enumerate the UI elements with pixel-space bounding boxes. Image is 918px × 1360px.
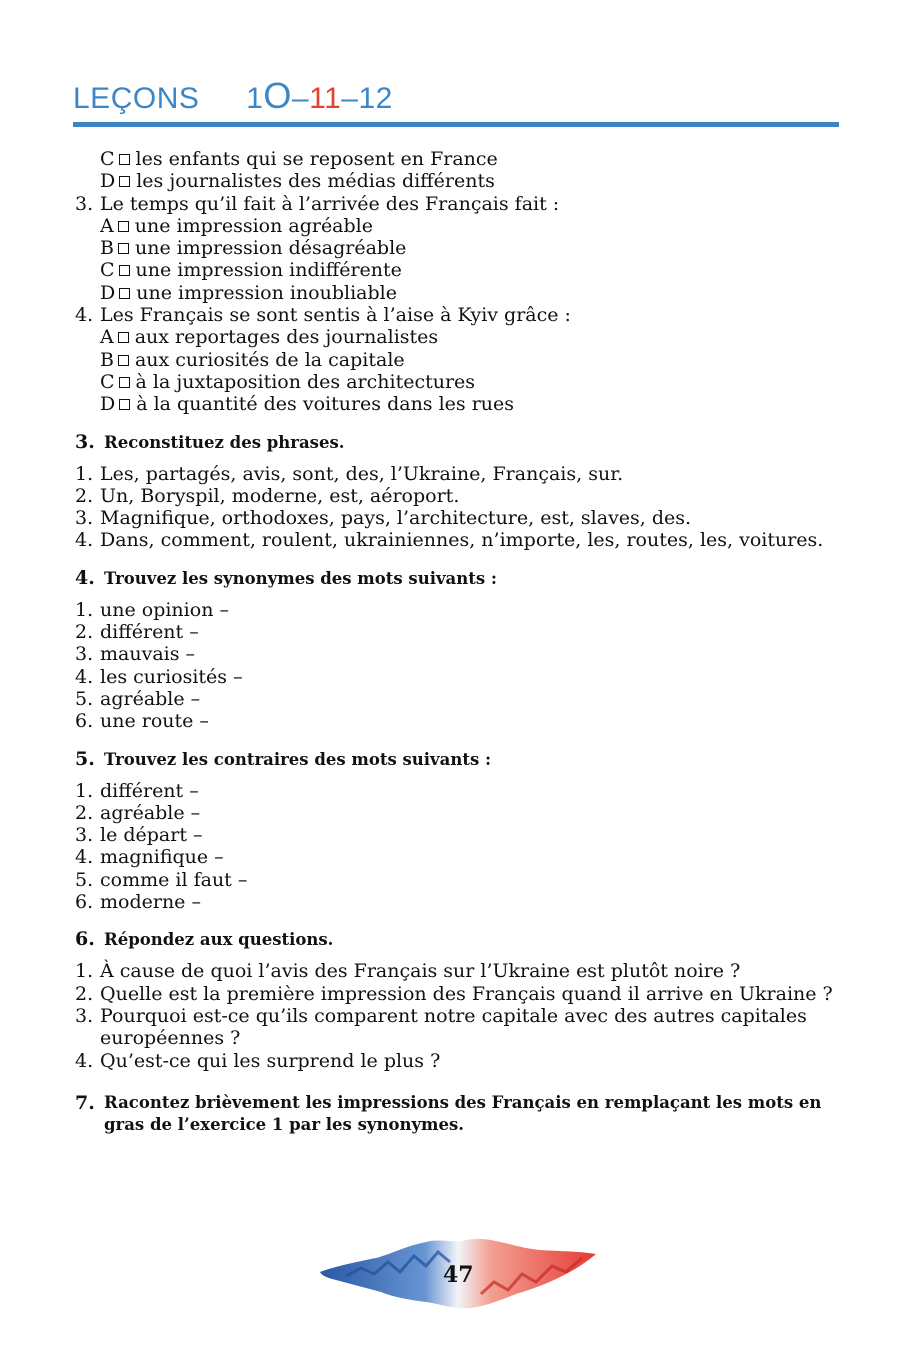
- option-letter: C: [100, 259, 115, 282]
- item-number: 1.: [75, 598, 94, 621]
- checkbox[interactable]: [118, 355, 129, 366]
- item-number: 5.: [75, 687, 94, 710]
- item-number: 5.: [75, 868, 94, 891]
- option-text: à la quantité des voitures dans les rues: [136, 393, 515, 416]
- item-text: Pourquoi est-ce qu’ils comparent notre capitale avec des autres capitales européennes ?: [100, 1004, 807, 1050]
- question-row: [75, 193, 845, 215]
- list-item: [75, 485, 845, 507]
- option-text: à la juxtaposition des architectures: [135, 370, 476, 393]
- option-row: [75, 282, 845, 304]
- option-letter: C: [100, 370, 115, 393]
- checkbox[interactable]: [118, 243, 129, 254]
- question-number: 3.: [75, 192, 94, 215]
- option-text: les journalistes des médias différents: [136, 170, 495, 193]
- list-item: [75, 688, 845, 710]
- option-row: [75, 148, 845, 170]
- item-text: les curiosités –: [100, 665, 243, 688]
- lesson-number-11: 11: [309, 82, 342, 115]
- item-text: le départ –: [100, 824, 203, 847]
- item-number: 4.: [75, 529, 94, 552]
- exercise-title: Racontez brièvement les impressions des Français en remplaçant les mots en gras de l’exercice 1 par les synonymes.: [104, 1092, 822, 1134]
- item-number: 6.: [75, 710, 94, 733]
- item-text: une route –: [100, 710, 209, 733]
- checkbox[interactable]: [119, 377, 130, 388]
- lesson-number-10-a: 1: [246, 82, 264, 115]
- list-item: [75, 507, 845, 529]
- item-text: magnifique –: [100, 846, 224, 869]
- option-text: une impression inoubliable: [136, 281, 397, 304]
- item-text: agréable –: [100, 687, 201, 710]
- option-text: aux curiosités de la capitale: [134, 348, 405, 371]
- exercise-title: Trouvez les contraires des mots suivants :: [104, 749, 492, 769]
- list-item: [75, 599, 845, 621]
- item-number: 6.: [75, 891, 94, 914]
- checkbox[interactable]: [119, 399, 130, 410]
- lesson-separator: –: [291, 82, 310, 115]
- question-number: 4.: [75, 304, 94, 327]
- checkbox[interactable]: [119, 288, 130, 299]
- option-letter: D: [100, 281, 116, 304]
- list-item: [75, 780, 845, 802]
- list-item: [75, 710, 845, 732]
- lesson-separator: –: [341, 82, 359, 115]
- list-item: [75, 869, 845, 891]
- checkbox[interactable]: [119, 154, 130, 165]
- item-text: mauvais –: [100, 643, 196, 666]
- item-number: 3.: [75, 507, 94, 530]
- item-text: différent –: [100, 779, 199, 802]
- exercise-title: Trouvez les synonymes des mots suivants :: [104, 568, 497, 588]
- item-text: Magnifique, orthodoxes, pays, l’architecture, est, slaves, des.: [100, 507, 692, 530]
- item-number: 3.: [75, 643, 94, 666]
- exercise-heading: [75, 567, 845, 590]
- list-item: [75, 1005, 845, 1050]
- lesson-number-12: 12: [358, 82, 393, 115]
- item-number: 2.: [75, 621, 94, 644]
- item-number: 1.: [75, 779, 94, 802]
- item-number: 4.: [75, 1049, 94, 1072]
- option-row: [75, 259, 845, 281]
- option-letter: C: [100, 148, 115, 170]
- lesson-number-10-b: O: [263, 75, 292, 116]
- item-text: agréable –: [100, 801, 201, 824]
- list-item: [75, 463, 845, 485]
- option-row: [75, 215, 845, 237]
- exercise-number: 7.: [75, 1091, 95, 1114]
- option-letter: A: [100, 214, 114, 237]
- option-text: une impression désagréable: [134, 237, 407, 260]
- checkbox[interactable]: [118, 221, 129, 232]
- exercise-heading: [75, 1092, 845, 1136]
- list-item: [75, 824, 845, 846]
- page-number: 47: [443, 1262, 474, 1288]
- exercise-number: 6.: [75, 928, 95, 951]
- question-row: [75, 304, 845, 326]
- item-number: 2.: [75, 801, 94, 824]
- item-text: moderne –: [100, 891, 201, 914]
- item-number: 3.: [75, 824, 94, 847]
- lesson-numbers: [246, 75, 393, 116]
- item-text: Un, Boryspil, moderne, est, aéroport.: [100, 484, 460, 507]
- option-text: une impression indifférente: [135, 259, 402, 282]
- exercise-heading: [75, 431, 845, 454]
- exercise-heading: [75, 928, 845, 951]
- option-row: [75, 237, 845, 259]
- item-number: 2.: [75, 484, 94, 507]
- exercise-number: 4.: [75, 566, 95, 589]
- option-text: aux reportages des journalistes: [134, 326, 439, 349]
- option-letter: B: [100, 348, 114, 371]
- option-row: [75, 393, 845, 415]
- option-row: [75, 326, 845, 348]
- item-text: une opinion –: [100, 598, 229, 621]
- list-item: [75, 529, 845, 551]
- option-letter: B: [100, 237, 114, 260]
- list-item: [75, 621, 845, 643]
- item-text: comme il faut –: [100, 868, 248, 891]
- list-item: [75, 846, 845, 868]
- option-text: les enfants qui se reposent en France: [135, 148, 498, 170]
- item-number: 1.: [75, 462, 94, 485]
- item-text: Quelle est la première impression des Français quand il arrive en Ukraine ?: [100, 982, 833, 1005]
- header-rule: [73, 122, 839, 127]
- item-text: À cause de quoi l’avis des Français sur l’Ukraine est plutôt noire ?: [100, 960, 741, 983]
- list-item: [75, 1050, 845, 1072]
- checkbox[interactable]: [118, 332, 129, 343]
- checkbox[interactable]: [119, 176, 130, 187]
- exercise-title: Reconstituez des phrases.: [104, 432, 345, 452]
- question-text: Le temps qu’il fait à l’arrivée des Français fait :: [100, 192, 560, 215]
- item-text: Dans, comment, roulent, ukrainiennes, n’importe, les, routes, les, voitures.: [100, 529, 824, 552]
- item-number: 3.: [75, 1004, 94, 1027]
- item-number: 2.: [75, 982, 94, 1005]
- list-item: [75, 643, 845, 665]
- list-item: [75, 983, 845, 1005]
- list-item: [75, 891, 845, 913]
- lesson-title: LEÇONS: [73, 82, 200, 115]
- exercise-number: 5.: [75, 747, 95, 770]
- option-letter: D: [100, 170, 116, 193]
- list-item: [75, 960, 845, 982]
- item-number: 1.: [75, 960, 94, 983]
- exercise-number: 3.: [75, 430, 95, 453]
- option-row: [75, 371, 845, 393]
- item-text: différent –: [100, 621, 199, 644]
- page-content: [75, 148, 845, 1145]
- list-item: [75, 802, 845, 824]
- item-number: 4.: [75, 846, 94, 869]
- option-row: [75, 349, 845, 371]
- exercise-heading: [75, 748, 845, 771]
- list-item: [75, 666, 845, 688]
- question-text: Les Français se sont sentis à l’aise à Kyiv grâce :: [100, 304, 571, 327]
- option-text: une impression agréable: [134, 214, 373, 237]
- option-row: [75, 170, 845, 192]
- item-number: 4.: [75, 665, 94, 688]
- lesson-header: [73, 75, 839, 122]
- option-letter: D: [100, 393, 116, 416]
- exercise-title: Répondez aux questions.: [104, 930, 334, 950]
- item-text: Les, partagés, avis, sont, des, l’Ukraine, Français, sur.: [100, 462, 624, 485]
- option-letter: A: [100, 326, 114, 349]
- item-text: Qu’est-ce qui les surprend le plus ?: [100, 1049, 441, 1072]
- checkbox[interactable]: [119, 265, 130, 276]
